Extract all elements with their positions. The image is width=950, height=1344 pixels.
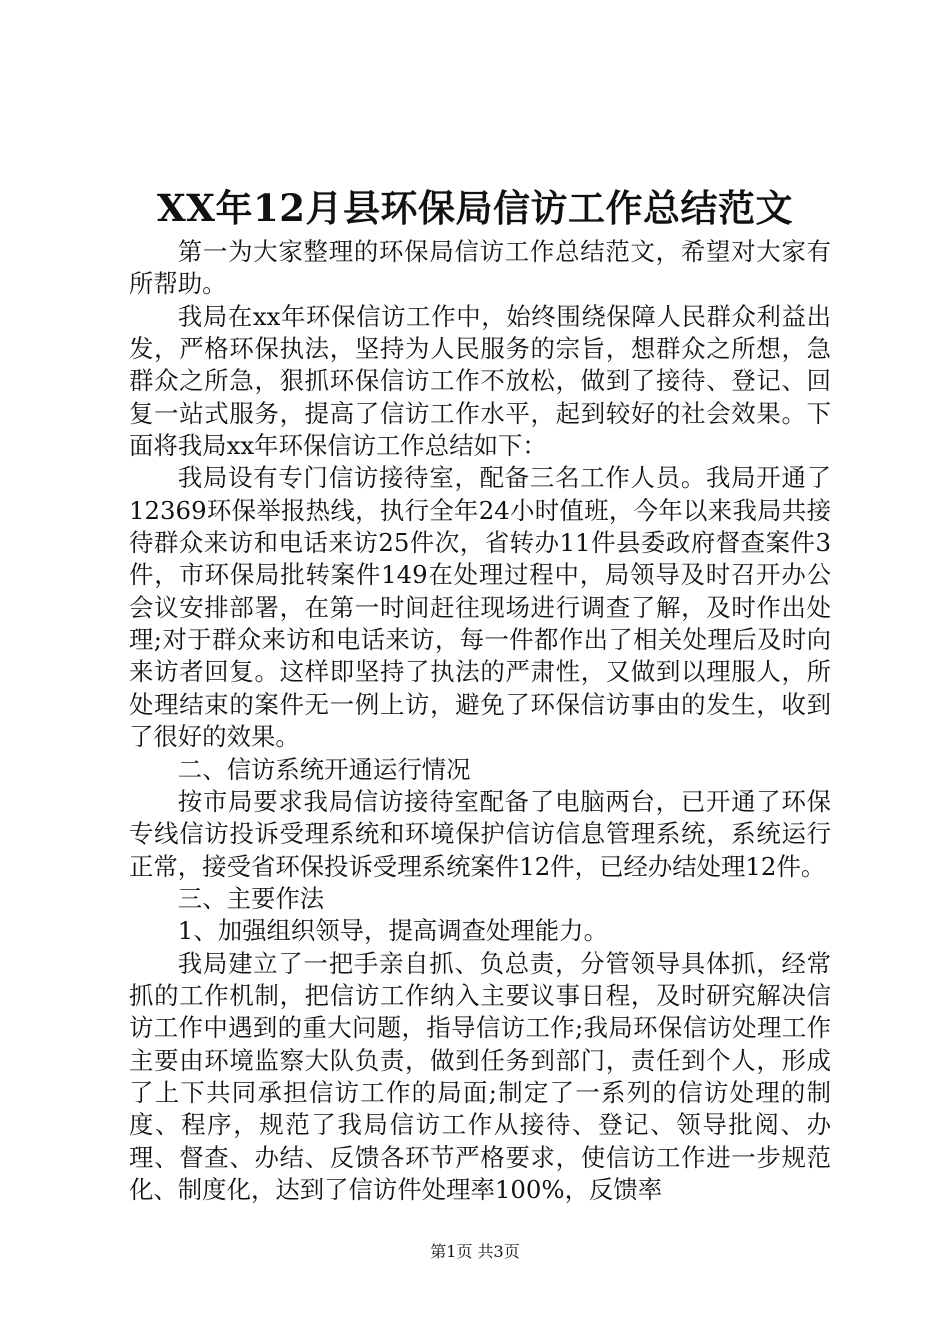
paragraph-system: 按市局要求我局信访接待室配备了电脑两台，已开通了环保专线信访投诉受理系统和环境保护信访信息管理系统，系统运行正常，接受省环保投诉受理系统案件12件，已经办结处理12件。 bbox=[129, 786, 831, 881]
page-number-footer: 第1页 共3页 bbox=[430, 1242, 520, 1261]
section-heading-methods: 三、主要作法 bbox=[177, 883, 325, 913]
paragraph-leadership: 我局建立了一把手亲自抓、负总责，分管领导具体抓，经常抓的工作机制，把信访工作纳入主要议事日程，及时研究解决信访工作中遇到的重大问题，指导信访工作;我局环保信访处理工作主要由环境监察大队负责，做到任务到部门，责任到个人，形成了上下共同承担信访工作的局面;制定了一系列的信访处理的制度、程序，规范了我局信访工作从接待、登记、领导批阅、办理、督查、办结、反馈各环节严格要求，使信访工作进一步规范化、制度化，达到了信访件处理率100%，反馈率 bbox=[129, 948, 831, 1204]
paragraph-reception: 我局设有专门信访接待室，配备三名工作人员。我局开通了12369环保举报热线，执行全年24小时值班，今年以来我局共接待群众来访和电话来访25件次，省转办11件县委政府督查案件3件，市环保局批转案件149在处理过程中，局领导及时召开办公会议安排部署，在第一时间赶往现场进行调查了解，及时作出处理;对于群众来访和电话来访，每一件都作出了相关处理后及时向来访者回复。这样即坚持了执法的严肃性，又做到以理服人，所处理结束的案件无一例上访，避免了环保信访事由的发生，收到了很好的效果。 bbox=[129, 463, 831, 752]
paragraph-overview: 我局在xx年环保信访工作中，始终围绕保障人民群众利益出发，严格环保执法，坚持为人民服务的宗旨，想群众之所想，急群众之所急，狠抓环保信访工作不放松，做到了接待、登记、回复一站式服务，提高了信访工作水平，起到较好的社会效果。下面将我局xx年环保信访工作总结如下： bbox=[129, 301, 831, 461]
document-title: XX年12月县环保局信访工作总结范文 bbox=[157, 186, 793, 230]
subheading-leadership: 1、加强组织领导，提高调查处理能力。 bbox=[177, 916, 608, 946]
section-heading-system: 二、信访系统开通运行情况 bbox=[177, 754, 471, 784]
document-body bbox=[129, 236, 831, 1206]
paragraph-intro: 第一为大家整理的环保局信访工作总结范文，希望对大家有所帮助。 bbox=[129, 237, 831, 299]
